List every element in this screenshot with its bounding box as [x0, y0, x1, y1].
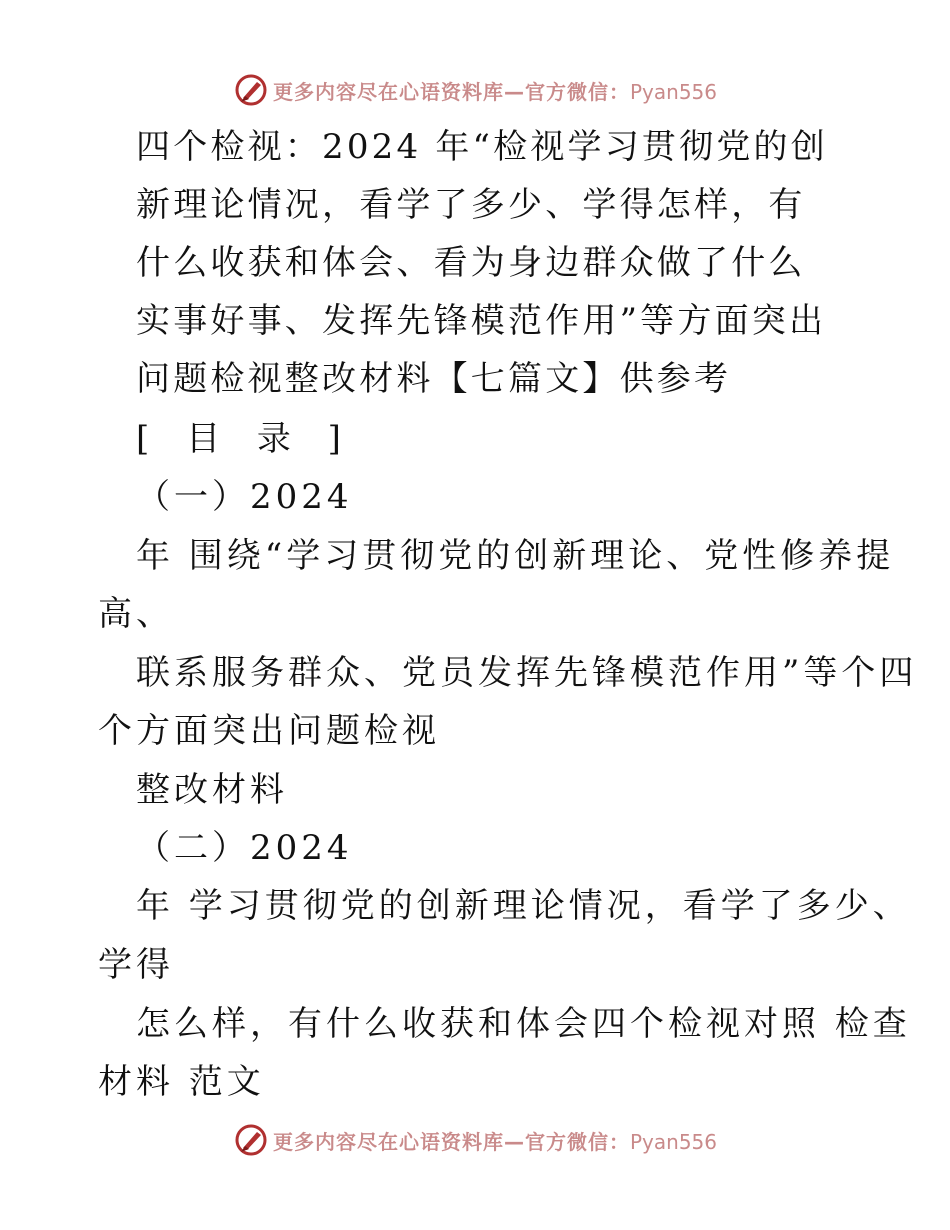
title-line-3: 什么收获和体会、看为身边群众做了什么: [136, 243, 806, 283]
toc-heading: [ 目 录 ]: [136, 419, 354, 459]
pen-circle-logo-icon: [233, 72, 269, 108]
entry-2-line-2: 学得: [98, 945, 174, 985]
wechat-id: Pyan556: [629, 1129, 717, 1154]
wechat-id: Pyan556: [629, 79, 717, 104]
banner-text: 更多内容尽在心语资料库—官方微信：Pyan556: [272, 1129, 717, 1154]
entry-2-line-3: 怎么样，有什么收获和体会四个检视对照 检查: [136, 1004, 911, 1044]
pen-circle-logo-icon: [233, 1122, 269, 1158]
title-line-2: 新理论情况，看学了多少、学得怎样，有: [136, 185, 806, 225]
footer-banner: [0, 1120, 950, 1160]
entry-2-line-4: 材料 范文: [98, 1062, 265, 1102]
entry-1-line-1: 年 围绕“学习贯彻党的创新理论、党性修养提: [136, 536, 895, 576]
entry-1-line-2: 高、: [98, 594, 174, 634]
banner-text: 更多内容尽在心语资料库—官方微信：Pyan556: [272, 79, 717, 104]
entry-2-number: （二）2024: [136, 828, 353, 868]
header-banner: [0, 70, 950, 110]
entry-1-line-4: 个方面突出问题检视: [98, 711, 440, 751]
title-line-4: 实事好事、发挥先锋模范作用”等方面突出: [136, 301, 827, 341]
title-line-1: 四个检视：2024 年“检视学习贯彻党的创: [136, 127, 828, 167]
entry-1-line-5: 整改材料: [136, 770, 288, 810]
entry-1-line-3: 联系服务群众、党员发挥先锋模范作用”等个四: [136, 653, 918, 693]
title-line-5: 问题检视整改材料【七篇文】供参考: [136, 359, 732, 399]
entry-1-number: （一）2024: [136, 477, 353, 517]
entry-2-line-1: 年 学习贯彻党的创新理论情况，看学了多少、: [136, 886, 911, 926]
